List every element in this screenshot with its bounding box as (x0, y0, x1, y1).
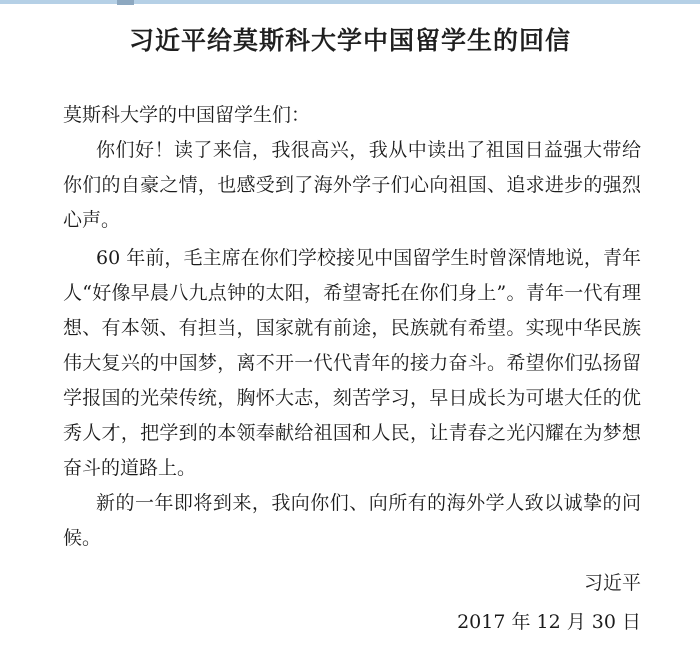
letter-salutation: 莫斯科大学的中国留学生们： (63, 104, 311, 126)
letter-paragraph-1: 你们好！读了来信，我很高兴，我从中读出了祖国日益强大带给你们的自豪之情，也感受到了海外学子们心向祖国、追求进步的强烈心声。 (63, 139, 641, 231)
window-top-edge-accent (117, 0, 134, 5)
letter-date: 2017 年 12 月 30 日 (457, 611, 641, 633)
letter-paragraph-3: 新的一年即将到来，我向你们、向所有的海外学人致以诚挚的问候。 (63, 492, 641, 549)
letter-paragraph-2: 60 年前，毛主席在你们学校接见中国留学生时曾深情地说，青年人“好像早晨八九点钟的太阳，希望寄托在你们身上”。青年一代有理想、有本领、有担当，国家就有前途，民族就有希望。实现中华民族伟大复兴的中国梦，离不开一代代青年的接力奋斗。希望你们弘扬留学报国的光荣传统，胸怀大志，刻苦学习，早日成长为可堪大任的优秀人才，把学到的本领奉献给祖国和人民，让青春之光闪耀在为梦想奋斗的道路上。 (63, 247, 641, 479)
letter-title: 习近平给莫斯科大学中国留学生的回信 (128, 26, 571, 55)
letter-body (63, 98, 641, 640)
window-top-edge (0, 0, 700, 4)
letter-signature: 习近平 (583, 572, 641, 594)
